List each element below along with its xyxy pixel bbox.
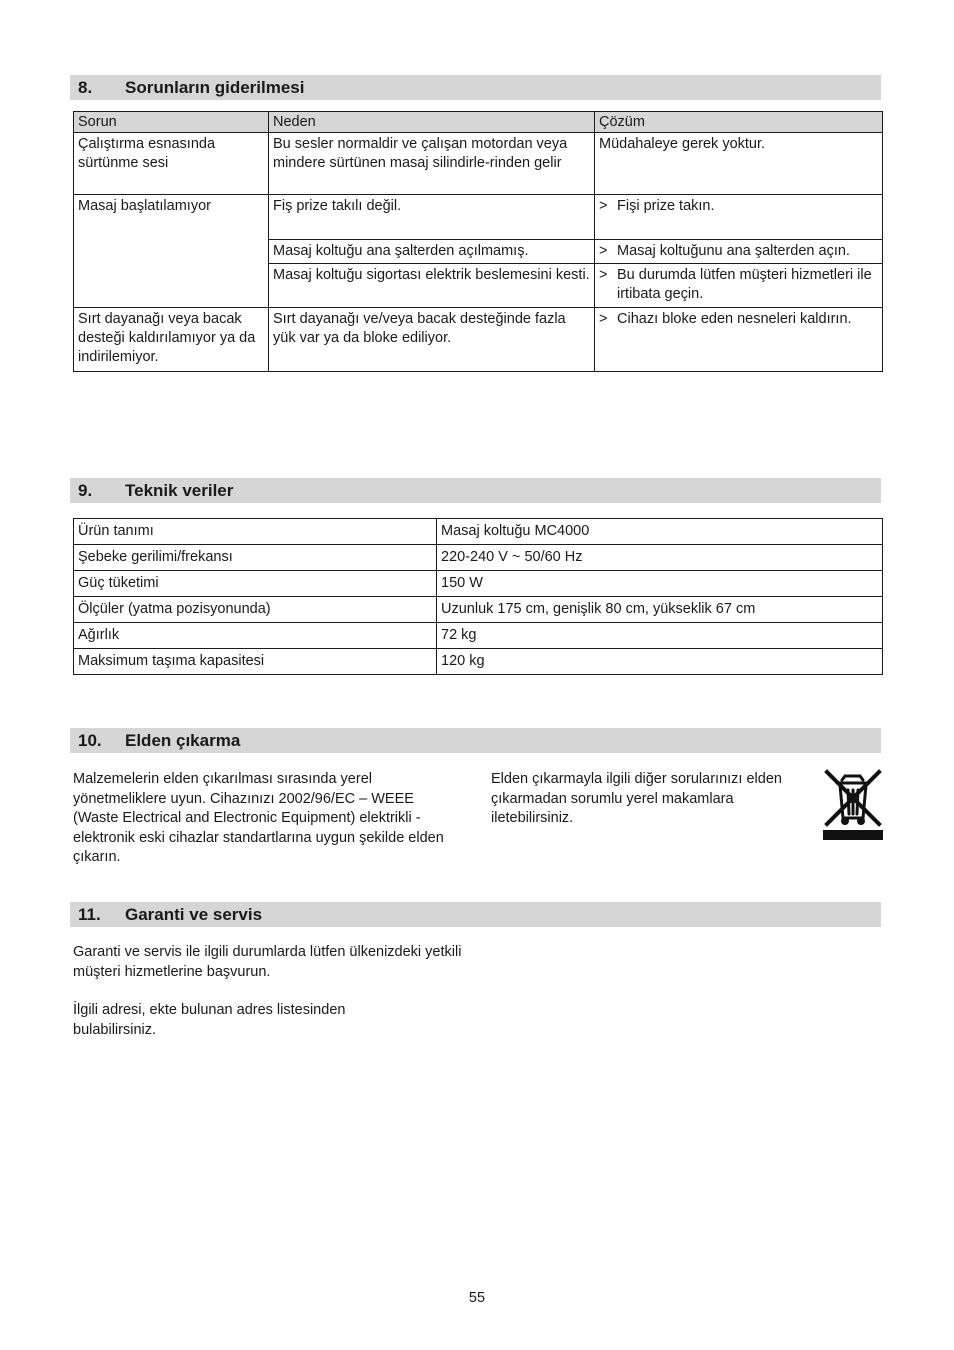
disposal-right-text: Elden çıkarmayla ilgili diğer sorularınızı elden çıkarmadan sorumlu yerel makamlara iletebilirsiniz. xyxy=(491,771,782,826)
solution-cell xyxy=(595,195,883,240)
table-row xyxy=(74,133,883,195)
table-row xyxy=(74,597,883,623)
table-row xyxy=(74,308,883,372)
solution-cell xyxy=(595,264,883,308)
cause-cell: Bu sesler normaldir ve çalışan motordan veya mindere sürtünen masaj silindirle-rinden gelir xyxy=(269,133,595,195)
column-header: Neden xyxy=(269,112,595,133)
solution-cell xyxy=(595,240,883,264)
column-header: Çözüm xyxy=(595,112,883,133)
spec-label: Ölçüler (yatma pozisyonunda) xyxy=(74,597,437,623)
troubleshooting-table xyxy=(73,111,883,372)
section-8-header xyxy=(70,75,881,100)
table-row xyxy=(74,195,883,240)
section-number: 10. xyxy=(78,731,102,750)
spec-label: Şebeke gerilimi/frekansı xyxy=(74,545,437,571)
table-row xyxy=(74,545,883,571)
solution-text: Bu durumda lütfen müşteri hizmetleri ile irtibata geçin. xyxy=(617,267,872,302)
section-title: Garanti ve servis xyxy=(125,905,263,924)
table-row xyxy=(74,623,883,649)
bullet: > xyxy=(599,311,608,327)
bullet: > xyxy=(599,198,608,214)
spec-value: 150 W xyxy=(437,571,883,597)
technical-data-table xyxy=(73,518,883,675)
spec-label: Güç tüketimi xyxy=(74,571,437,597)
problem-cell: Çalıştırma esnasında sürtünme sesi xyxy=(74,133,269,195)
bullet: > xyxy=(599,267,608,283)
solution-cell: Müdahaleye gerek yoktur. xyxy=(595,133,883,195)
spec-value: Masaj koltuğu MC4000 xyxy=(437,519,883,545)
table-row xyxy=(74,649,883,675)
bullet: > xyxy=(599,243,608,259)
column-header: Sorun xyxy=(74,112,269,133)
section-9-header xyxy=(70,478,881,503)
spec-label: Ürün tanımı xyxy=(74,519,437,545)
section-number: 9. xyxy=(78,481,93,500)
section-title: Teknik veriler xyxy=(125,481,234,500)
spec-label: Ağırlık xyxy=(74,623,437,649)
spec-value: Uzunluk 175 cm, genişlik 80 cm, yükseklik 67 cm xyxy=(437,597,883,623)
table-header-row xyxy=(74,112,883,133)
spec-value: 220-240 V ~ 50/60 Hz xyxy=(437,545,883,571)
solution-cell xyxy=(595,308,883,372)
disposal-left-text: Malzemelerin elden çıkarılması sırasında yerel yönetmeliklere uyun. Cihazınızı 2002/96/EC – WEEE (Waste Electrical and Electronic Equipment) elektrikli - elektronik eski cihazlar standartlarına uygun şekilde elden çıkarın. xyxy=(73,771,444,865)
cause-cell: Fiş prize takılı değil. xyxy=(269,195,595,240)
spec-value: 120 kg xyxy=(437,649,883,675)
section-10-header xyxy=(70,728,881,753)
cause-cell: Masaj koltuğu sigortası elektrik beslemesini kesti. xyxy=(269,264,595,308)
table-row xyxy=(74,519,883,545)
cause-cell: Sırt dayanağı ve/veya bacak desteğinde fazla yük var ya da bloke ediliyor. xyxy=(269,308,595,372)
section-number: 11. xyxy=(78,905,101,924)
section-title: Sorunların giderilmesi xyxy=(125,78,305,97)
solution-text: Masaj koltuğunu ana şalterden açın. xyxy=(617,243,850,259)
warranty-paragraph-1: Garanti ve servis ile ilgili durumlarda lütfen ülkenizdeki yetkili müşteri hizmetlerine başvurun. xyxy=(73,944,462,980)
page-number: 55 xyxy=(468,1290,486,1306)
problem-cell: Sırt dayanağı veya bacak desteği kaldırılamıyor ya da indirilemiyor. xyxy=(74,308,269,372)
warranty-paragraph-2: İlgili adresi, ekte bulunan adres listesinden bulabilirsiniz. xyxy=(73,1002,346,1038)
weee-crossed-bin-icon xyxy=(823,768,883,840)
problem-cell: Masaj başlatılamıyor xyxy=(74,195,269,308)
table-row xyxy=(74,571,883,597)
spec-value: 72 kg xyxy=(437,623,883,649)
spec-label: Maksimum taşıma kapasitesi xyxy=(74,649,437,675)
section-title: Elden çıkarma xyxy=(125,731,241,750)
solution-text: Fişi prize takın. xyxy=(617,198,715,214)
cause-cell: Masaj koltuğu ana şalterden açılmamış. xyxy=(269,240,595,264)
section-number: 8. xyxy=(78,78,93,97)
solution-text: Cihazı bloke eden nesneleri kaldırın. xyxy=(617,311,852,327)
section-11-header xyxy=(70,902,881,927)
